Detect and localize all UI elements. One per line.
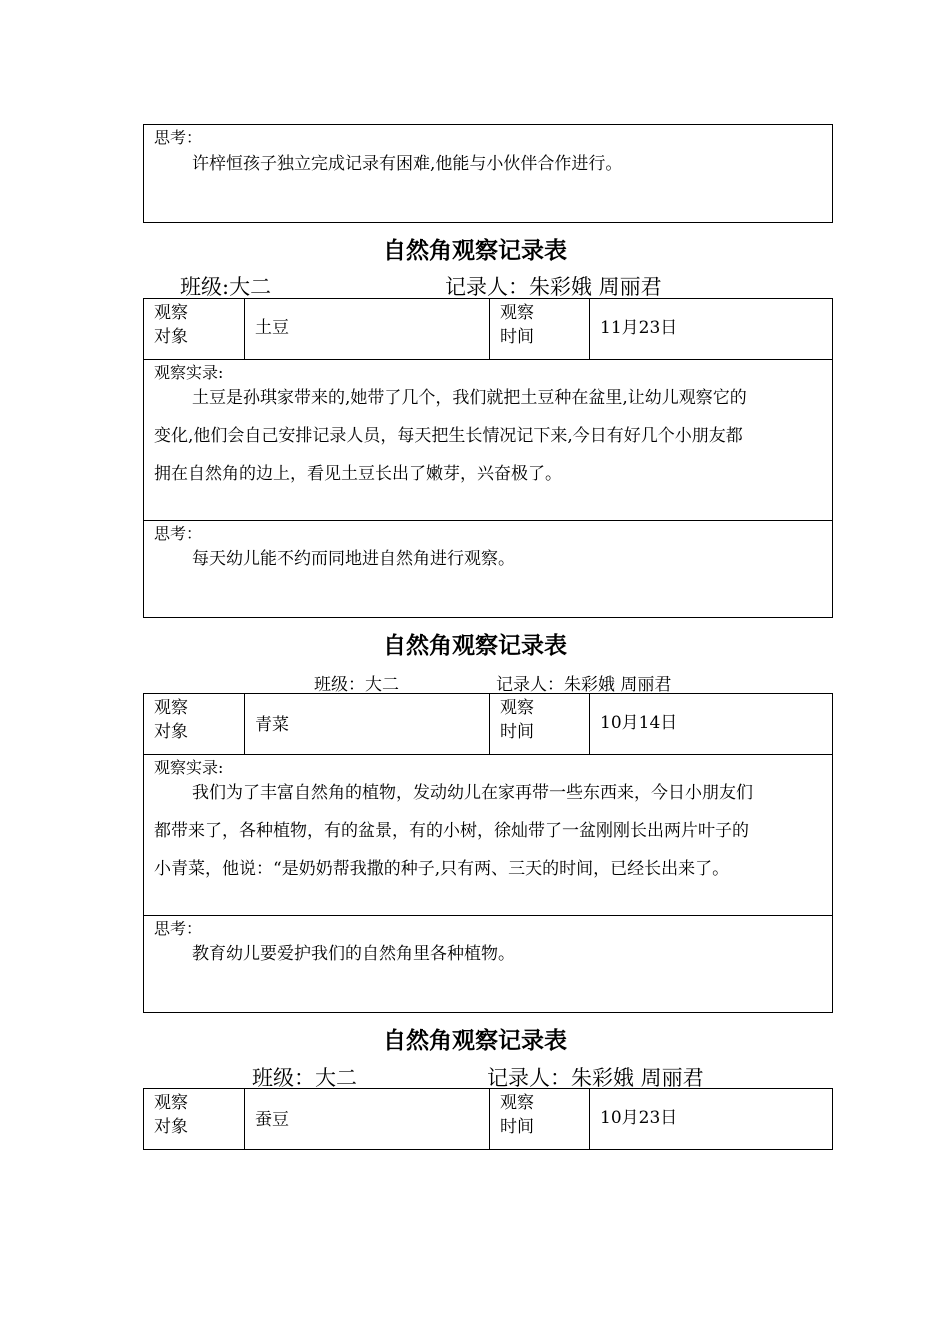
record-title: 自然角观察记录表 [383, 237, 567, 264]
record-box [143, 754, 833, 916]
think-text: 教育幼儿要爱护我们的自然角里各种植物。 [192, 944, 515, 964]
record-label: 观察实录: [154, 363, 224, 382]
object-label-1: 观察 [154, 1093, 188, 1113]
object-label-cell [144, 299, 245, 359]
think-text: 每天幼儿能不约而同地进自然角进行观察。 [192, 549, 515, 569]
record-line: 小青菜，他说：“是奶奶帮我撒的种子,只有两、三天的时间，已经长出来了。 [154, 859, 730, 879]
recorder-label: 记录人：朱彩娥 周丽君 [487, 1066, 704, 1090]
object-value-cell [245, 299, 490, 359]
record-line: 拥在自然角的边上，看见土豆长出了嫩芽，兴奋极了。 [154, 464, 562, 484]
time-value-cell [590, 1089, 832, 1149]
info-row [143, 693, 833, 755]
object-label-cell [144, 694, 245, 754]
object-label-2: 对象 [154, 722, 188, 742]
time-label-2: 时间 [500, 722, 534, 742]
time-label-1: 观察 [500, 1093, 534, 1113]
time-value: 10月23日 [600, 1108, 678, 1128]
object-value: 土豆 [255, 318, 289, 338]
record-line: 都带来了，各种植物，有的盆景，有的小树，徐灿带了一盆刚刚长出两片叶子的 [154, 821, 749, 841]
time-label-cell [490, 299, 590, 359]
time-value: 11月23日 [600, 318, 678, 338]
info-row [143, 1088, 833, 1150]
class-label: 班级:大二 [180, 275, 272, 299]
record-label: 观察实录: [154, 758, 224, 777]
think-box [143, 520, 833, 618]
object-value: 蚕豆 [255, 1110, 289, 1130]
object-label-1: 观察 [154, 303, 188, 323]
object-value-cell [245, 694, 490, 754]
record-line: 我们为了丰富自然角的植物，发动幼儿在家再带一些东西来，今日小朋友们 [192, 783, 753, 803]
recorder-label: 记录人：朱彩娥 周丽君 [445, 275, 662, 299]
object-label-2: 对象 [154, 327, 188, 347]
time-value-cell [590, 299, 832, 359]
time-value: 10月14日 [600, 713, 678, 733]
time-label-cell [490, 1089, 590, 1149]
think-box [143, 915, 833, 1013]
time-label-2: 时间 [500, 1117, 534, 1137]
record-line: 变化,他们会自己安排记录人员，每天把生长情况记下来,今日有好几个小朋友都 [154, 426, 743, 446]
time-label-1: 观察 [500, 303, 534, 323]
think-box-top [143, 124, 833, 223]
think-label: 思考： [154, 524, 203, 543]
object-label-1: 观察 [154, 698, 188, 718]
think-text: 许梓恒孩子独立完成记录有困难,他能与小伙伴合作进行。 [192, 154, 623, 174]
object-value: 青菜 [255, 715, 289, 735]
info-row [143, 298, 833, 360]
class-label: 班级：大二 [252, 1066, 357, 1090]
class-label: 班级：大二 [314, 675, 399, 695]
object-value-cell [245, 1089, 490, 1149]
object-label-2: 对象 [154, 1117, 188, 1137]
time-value-cell [590, 694, 832, 754]
record-title: 自然角观察记录表 [383, 1027, 567, 1054]
record-line: 土豆是孙琪家带来的,她带了几个，我们就把土豆种在盆里,让幼儿观察它的 [192, 388, 747, 408]
record-title: 自然角观察记录表 [383, 632, 567, 659]
time-label-cell [490, 694, 590, 754]
time-label-1: 观察 [500, 698, 534, 718]
think-label: 思考： [154, 919, 203, 938]
time-label-2: 时间 [500, 327, 534, 347]
think-label: 思考： [154, 128, 203, 147]
recorder-label: 记录人：朱彩娥 周丽君 [496, 675, 672, 695]
object-label-cell [144, 1089, 245, 1149]
record-box [143, 359, 833, 521]
